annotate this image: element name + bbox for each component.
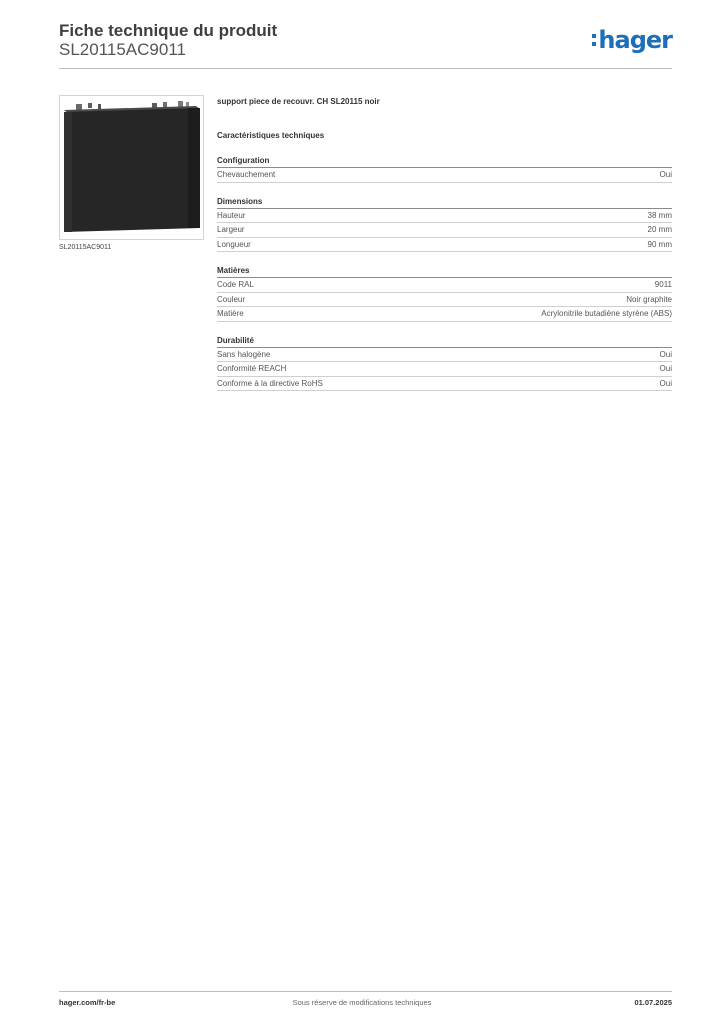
spec-row (217, 278, 672, 293)
spec-label: Largeur (217, 225, 245, 234)
spec-label: Hauteur (217, 210, 246, 220)
spec-label: Longueur (217, 239, 251, 249)
header-divider (59, 68, 672, 69)
footer-date: 01.07.2025 (634, 998, 672, 1007)
spec-row (217, 209, 672, 224)
spec-label: Couleur (217, 294, 246, 304)
footer-website-link[interactable]: hager.com/fr-be (59, 998, 116, 1007)
page-header (59, 20, 672, 70)
section-title: Durabilité (217, 335, 672, 348)
spec-row (217, 293, 672, 308)
spec-value: 38 mm (647, 210, 672, 220)
spec-value: 90 mm (647, 239, 672, 249)
spec-row (217, 238, 672, 253)
product-photo-icon (60, 96, 205, 241)
product-description: support piece de recouvr. CH SL20115 noir (217, 97, 380, 106)
spec-value: 9011 (654, 280, 672, 289)
spec-section-materials (217, 265, 672, 322)
spec-value: 20 mm (647, 225, 672, 234)
hager-logo (592, 26, 672, 54)
spec-row (217, 307, 672, 322)
spec-heading: Caractéristiques techniques (217, 131, 325, 140)
footer-divider (59, 991, 672, 992)
spec-value: Acrylonitrile butadiène styrène (ABS) (541, 309, 672, 318)
spec-value: Noir graphite (626, 294, 672, 304)
spec-content (217, 96, 672, 391)
spec-label: Code RAL (217, 280, 254, 289)
spec-label: Chevauchement (217, 170, 276, 179)
image-caption: SL20115AC9011 (59, 244, 112, 251)
spec-value: Oui (659, 378, 672, 388)
spec-label: Matière (217, 309, 244, 318)
spec-value: Oui (659, 364, 672, 373)
spec-row (217, 168, 672, 183)
spec-value: Oui (659, 170, 672, 179)
spec-section-dimensions (217, 196, 672, 253)
spec-row (217, 362, 672, 377)
section-title: Configuration (217, 155, 672, 168)
spec-label: Sans halogène (217, 349, 271, 359)
section-title: Dimensions (217, 196, 672, 209)
spec-section-durability (217, 335, 672, 392)
spec-label: Conforme à la directive RoHS (217, 378, 323, 388)
footer-notice: Sous réserve de modifications techniques (292, 998, 432, 1007)
spec-row (217, 223, 672, 238)
product-image (59, 95, 204, 240)
spec-section-configuration (217, 155, 672, 183)
spec-value: Oui (659, 349, 672, 359)
spec-label: Conformité REACH (217, 364, 287, 373)
section-title: Matières (217, 265, 672, 278)
page-title: Fiche technique du produit (59, 21, 278, 40)
product-reference: SL20115AC9011 (59, 40, 186, 59)
spec-row (217, 377, 672, 392)
spec-row (217, 348, 672, 363)
logo-dots-icon (592, 26, 596, 54)
logo-text: hager (598, 26, 672, 54)
